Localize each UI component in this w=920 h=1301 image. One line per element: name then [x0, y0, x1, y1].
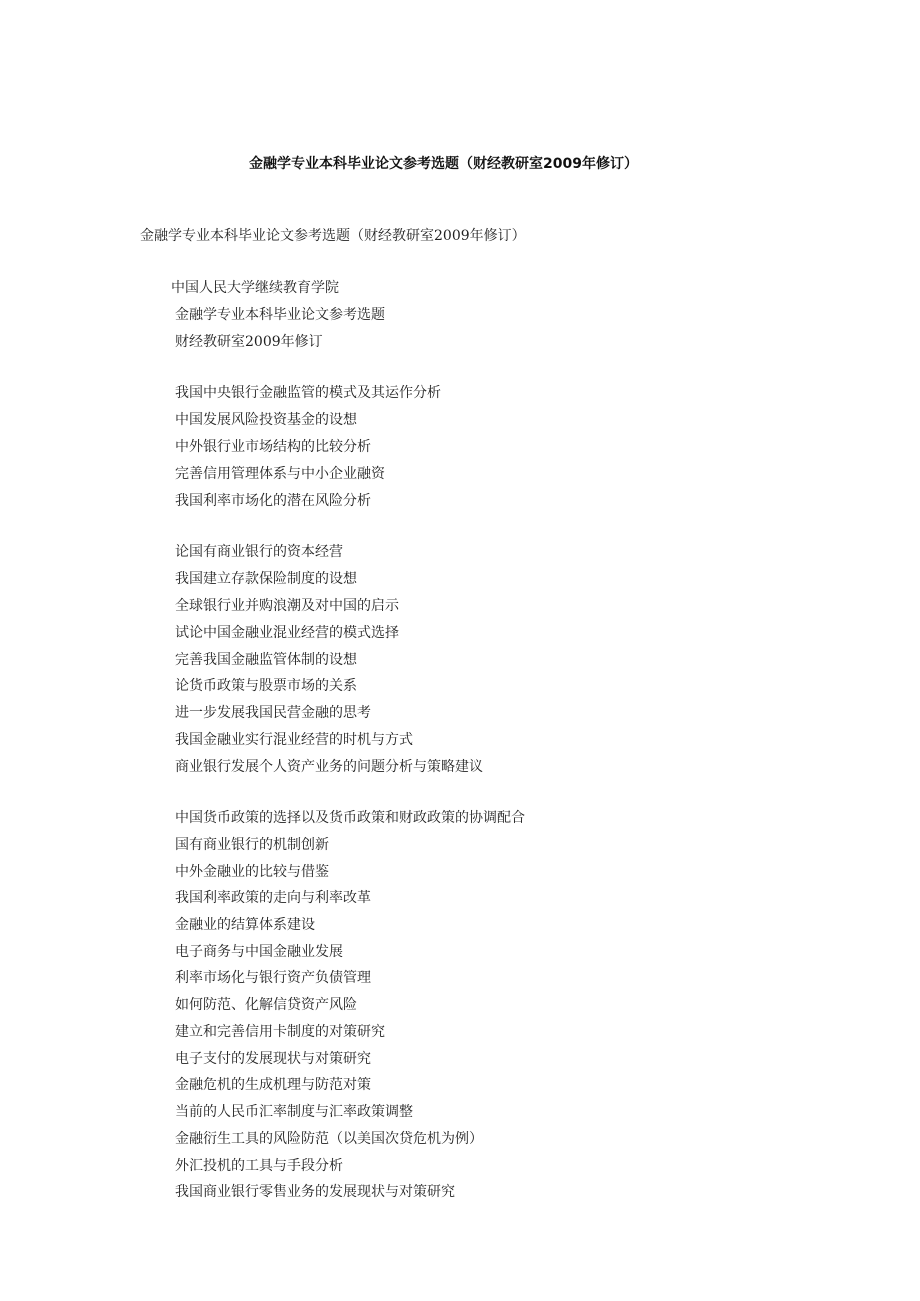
topic-item: 建立和完善信用卡制度的对策研究 [175, 1024, 385, 1040]
document-subtitle: 金融学专业本科毕业论文参考选题（财经教研室2009年修订） [140, 228, 526, 244]
topic-item: 全球银行业并购浪潮及对中国的启示 [175, 598, 399, 614]
topic-item: 中国发展风险投资基金的设想 [175, 412, 357, 428]
topic-item: 我国建立存款保险制度的设想 [175, 571, 357, 587]
topic-item: 完善信用管理体系与中小企业融资 [175, 466, 385, 482]
topic-item: 我国利率政策的走向与利率改革 [175, 890, 371, 906]
topic-item: 论货币政策与股票市场的关系 [175, 678, 357, 694]
document-title: 金融学专业本科毕业论文参考选题（财经教研室2009年修订） [249, 156, 638, 172]
topic-item: 进一步发展我国民营金融的思考 [175, 705, 371, 721]
institution-name: 中国人民大学继续教育学院 [171, 280, 339, 296]
document-heading: 金融学专业本科毕业论文参考选题 [175, 307, 385, 323]
topic-item: 当前的人民币汇率制度与汇率政策调整 [175, 1104, 413, 1120]
topic-item: 中外银行业市场结构的比较分析 [175, 439, 371, 455]
topic-item: 商业银行发展个人资产业务的问题分析与策略建议 [175, 759, 483, 775]
topic-item: 利率市场化与银行资产负债管理 [175, 970, 371, 986]
topic-item: 我国金融业实行混业经营的时机与方式 [175, 732, 413, 748]
topic-item: 金融衍生工具的风险防范（以美国次贷危机为例） [175, 1131, 483, 1147]
topic-item: 中外金融业的比较与借鉴 [175, 864, 329, 880]
topic-item: 我国中央银行金融监管的模式及其运作分析 [175, 385, 441, 401]
topic-item: 完善我国金融监管体制的设想 [175, 652, 357, 668]
topic-item: 金融危机的生成机理与防范对策 [175, 1077, 371, 1093]
topic-item: 国有商业银行的机制创新 [175, 837, 329, 853]
topic-item: 电子支付的发展现状与对策研究 [175, 1051, 371, 1067]
topic-item: 中国货币政策的选择以及货币政策和财政政策的协调配合 [175, 810, 525, 826]
topic-item: 我国商业银行零售业务的发展现状与对策研究 [175, 1184, 455, 1200]
topic-item: 我国利率市场化的潜在风险分析 [175, 493, 371, 509]
topic-item: 电子商务与中国金融业发展 [175, 944, 343, 960]
topic-item: 试论中国金融业混业经营的模式选择 [175, 625, 399, 641]
revision-note: 财经教研室2009年修订 [175, 334, 323, 350]
topic-item: 论国有商业银行的资本经营 [175, 544, 343, 560]
topic-item: 金融业的结算体系建设 [175, 917, 315, 933]
topic-item: 如何防范、化解信贷资产风险 [175, 997, 357, 1013]
topic-item: 外汇投机的工具与手段分析 [175, 1158, 343, 1174]
